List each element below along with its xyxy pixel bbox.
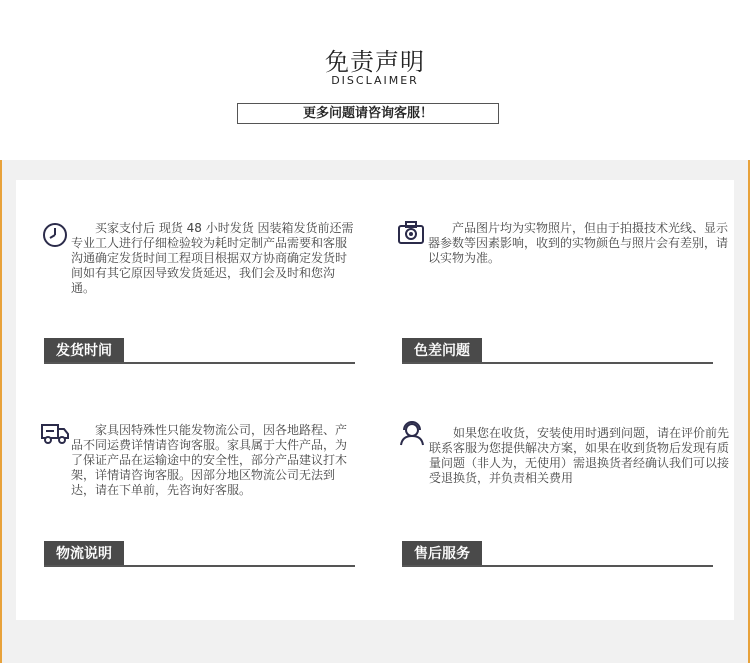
- delivery-truck-icon: [40, 420, 68, 448]
- camera-icon: [397, 220, 425, 248]
- after-sales-heading: 售后服务: [402, 541, 482, 567]
- clock-icon: [42, 222, 70, 250]
- contact-service-notice: 更多问题请咨询客服！: [237, 103, 499, 124]
- shipping-time-heading: 发货时间: [44, 338, 124, 364]
- logistics-heading: 物流说明: [44, 541, 124, 567]
- after-sales-divider: [402, 565, 713, 567]
- header: [0, 0, 750, 160]
- color-difference-divider: [402, 362, 713, 364]
- logistics-divider: [44, 565, 355, 567]
- color-difference-text: 产品图片均为实物照片，但由于拍摄技术光线、显示器参数等因素影响，收到的实物颜色与照片会有差别，请以实物为准。: [428, 221, 729, 265]
- page-subtitle: DISCLAIMER: [331, 74, 419, 87]
- shipping-time-divider: [44, 362, 355, 364]
- customer-service-icon: [398, 420, 426, 448]
- disclaimer-card: [16, 180, 734, 620]
- after-sales-text: 如果您在收货，安装使用时遇到问题，请在评价前先联系客服为您提供解决方案，如果在收到货物后发现有质量问题（非人为，无使用）需退换货者经确认我们可以接受退换货，并负责相关费用: [429, 426, 730, 485]
- page-title: 免责声明: [325, 48, 425, 76]
- color-difference-heading: 色差问题: [402, 338, 482, 364]
- logistics-text: 家具因特殊性只能发物流公司，因各地路程、产品不同运费详情请咨询客服。家具属于大件产品，为了保证产品在运输途中的安全性，部分产品建议打木架，详情请咨询客服。因部分地区物流公司无法到达，请在下单前，先咨询好客服。: [71, 423, 348, 497]
- shipping-time-text: 买家支付后 现货 48 小时发货 因装箱发货前还需专业工人进行仔细检验较为耗时定制产品需要和客服沟通确定发货时间工程项目根据双方协商确定发货时间如有其它原因导致发货延迟，我们会及时和您沟通。: [71, 221, 354, 295]
